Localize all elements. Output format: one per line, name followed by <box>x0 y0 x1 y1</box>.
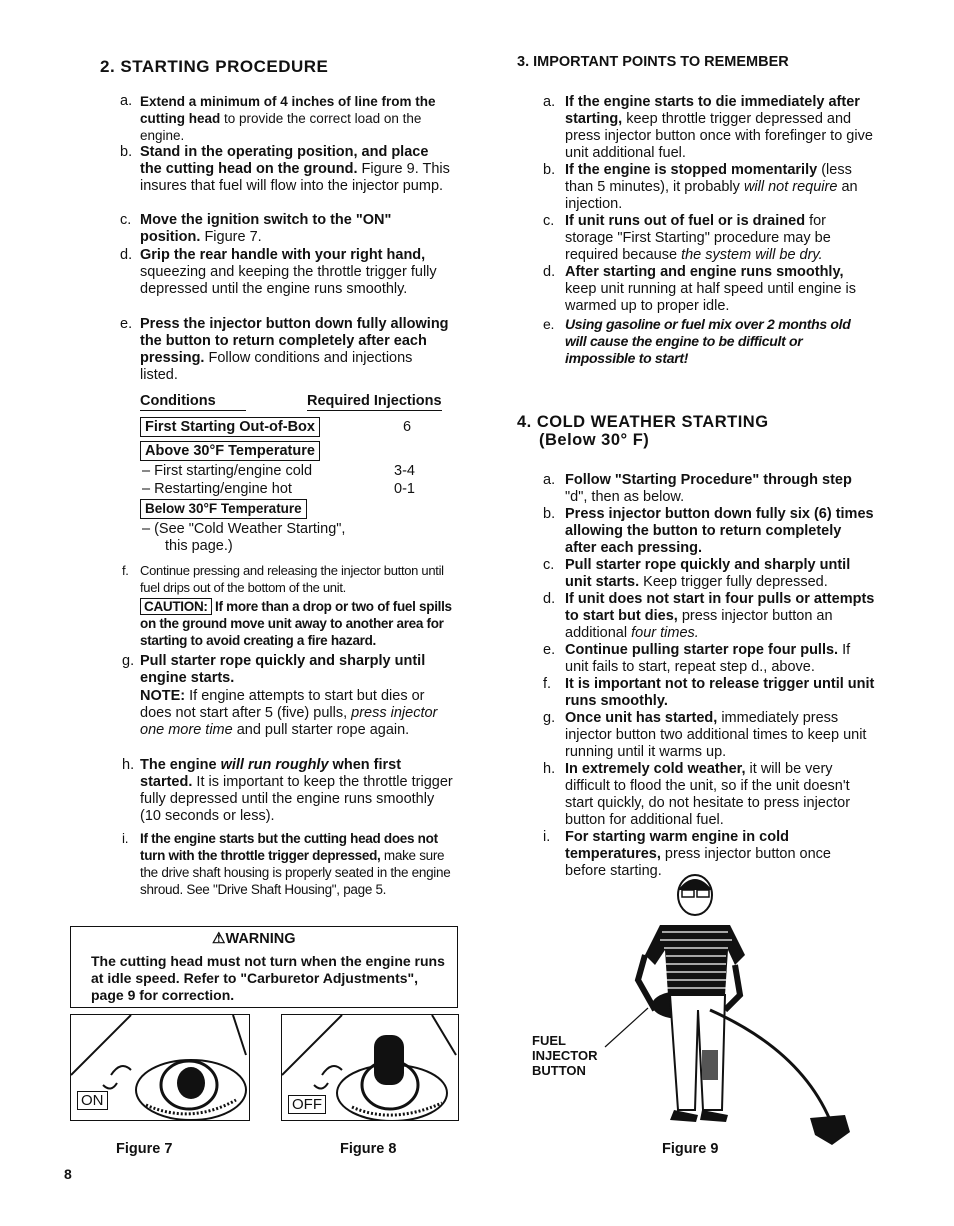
off-label: OFF <box>288 1095 326 1114</box>
required-injections-header: Required Injections <box>307 393 442 409</box>
condition-row: – First starting/engine cold <box>142 463 313 479</box>
fuel-injector-button-callout: FUEL INJECTOR BUTTON <box>532 1033 598 1078</box>
figure-8-image <box>281 1014 459 1121</box>
section-heading-important-points: 3. IMPORTANT POINTS TO REMEMBER <box>517 54 789 70</box>
figure-9-caption: Figure 9 <box>662 1141 719 1157</box>
warning-triangle-icon: ⚠ <box>212 930 226 947</box>
page-number: 8 <box>64 1166 72 1182</box>
warning-title: ⚠WARNING <box>212 930 296 947</box>
conditions-header: Conditions <box>140 393 246 411</box>
section-heading-cold-weather: 4. COLD WEATHER STARTING <box>517 413 769 431</box>
condition-row: – Restarting/engine hot <box>142 481 292 497</box>
condition-row: – (See "Cold Weather Starting", <box>142 521 346 537</box>
figure-7-image <box>70 1014 250 1121</box>
below-30f-box: Below 30°F Temperature <box>140 499 307 519</box>
section-subheading-cold-weather: (Below 30° F) <box>539 431 650 449</box>
on-label: ON <box>77 1091 108 1110</box>
warning-box <box>70 926 458 1008</box>
figure-9-operator-illustration <box>600 870 860 1160</box>
injection-value: 0-1 <box>394 481 415 497</box>
figure-7-caption: Figure 7 <box>116 1141 173 1157</box>
condition-row: this page.) <box>165 538 233 554</box>
section-heading-starting-procedure: 2. STARTING PROCEDURE <box>100 57 329 76</box>
caution-note: CAUTION: If more than a drop or two of fuel spills on the ground move unit away to another area for starting to avoid creating a fire hazard. <box>140 599 452 648</box>
above-30f-box: Above 30°F Temperature <box>140 441 320 461</box>
injection-value: 3-4 <box>394 463 415 479</box>
note-text: NOTE: If engine attempts to start but dies or does not start after 5 (five) pulls, press injector one more time and pull starter rope again. <box>140 688 438 738</box>
injection-value: 6 <box>403 419 412 435</box>
warning-text: The cutting head must not turn when the engine runs at idle speed. Refer to "Carburetor Adjustments", page 9 for correction. <box>91 953 445 1003</box>
figure-8-caption: Figure 8 <box>340 1141 397 1157</box>
first-starting-box: First Starting Out-of-Box <box>140 417 320 437</box>
